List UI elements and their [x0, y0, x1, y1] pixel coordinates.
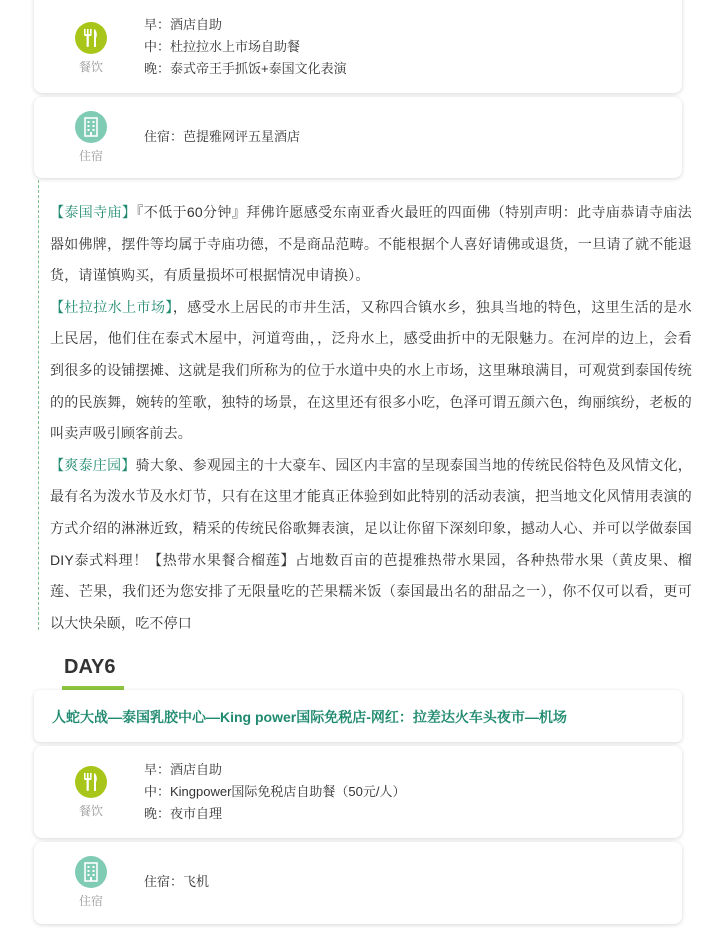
meal-lunch: 中：Kingpower国际免税店自助餐（50元/人）	[144, 784, 406, 799]
meal-card	[34, 746, 682, 838]
attraction-tag-temple: 【泰国寺庙】	[50, 204, 137, 220]
day5-description	[50, 197, 692, 639]
meal-icon-group	[74, 22, 108, 75]
meal-card	[34, 0, 682, 93]
meal-breakfast: 早：酒店自助	[144, 762, 223, 777]
building-icon	[75, 111, 107, 143]
hotel-label: 住宿	[78, 149, 103, 163]
meal-breakfast: 早：酒店自助	[144, 17, 223, 32]
meal-lines	[144, 14, 347, 80]
hotel-label: 住宿	[78, 894, 103, 908]
hotel-card	[34, 97, 682, 178]
attraction-text-temple: 『不低于60分钟』拜佛许愿感受东南亚香火最旺的四面佛（特别声明：此寺庙恭请寺庙法器如佛牌，摆件等均属于寺庙功德，不是商品范畴。不能根据个人喜好请佛或退货，一旦请了就不能退货，请谨慎购买，有质量损坏可根据情况申请换）。	[50, 204, 692, 284]
attraction-text-manor: 骑大象、参观园主的十大豪车、园区内丰富的呈现泰国当地的传统民俗特色及风情文化，最有名为泼水节及水灯节，只有在这里才能真正体验到如此特别的活动表演，把当地文化风情用表演的方式介绍的淋淋近致，精采的传统民俗歌舞表演，足以让你留下深刻印象，撼动人心、并可以学做泰国DIY泰式料理！【热带水果餐合榴莲】占地数百亩的芭提雅热带水果园，各种热带水果（黄皮果、榴莲、芒果，我们还为您安排了无限量吃的芒果糯米饭（泰国最出名的甜品之一），你不仅可以看，更可以大快朵颐，吃不停口	[50, 456, 692, 631]
meal-label: 餐饮	[78, 60, 103, 74]
meal-lines	[144, 759, 406, 825]
hotel-name: 住宿：芭提雅网评五星酒店	[144, 129, 301, 144]
fork-knife-icon	[75, 22, 107, 54]
hotel-lines	[144, 871, 209, 893]
hotel-icon-group	[74, 111, 108, 164]
meal-icon-group	[74, 766, 108, 819]
day-title: DAY6	[64, 656, 116, 678]
timeline-dashed-line	[38, 180, 39, 630]
building-icon	[75, 856, 107, 888]
attraction-tag-floating-market: 【杜拉拉水上市场】	[50, 298, 173, 315]
hotel-card	[34, 842, 682, 924]
meal-dinner: 晚：夜市自理	[144, 806, 223, 821]
route-title: 人蛇大战—泰国乳胶中心—King power国际免税店-网红：拉差达火车头夜市—机场	[52, 709, 567, 725]
attraction-tag-manor: 【爽泰庄园】	[50, 456, 136, 473]
meal-label: 餐饮	[78, 804, 103, 818]
hotel-icon-group	[74, 856, 108, 909]
meal-lunch: 中：杜拉拉水上市场自助餐	[144, 39, 301, 54]
meal-dinner: 晚：泰式帝王手抓饭+泰国文化表演	[144, 61, 347, 76]
hotel-name: 住宿：飞机	[144, 874, 210, 889]
fork-knife-icon	[75, 766, 107, 798]
attraction-text-floating-market: ，感受水上居民的市井生活，又称四合镇水乡，独具当地的特色，这里生活的是水上民居，他们住在泰式木屋中，河道弯曲，，泛舟水上，感受曲折中的无限魅力。在河岸的边上，会看到很多的设铺摆摊、这就是我们所称为的位于水道中央的水上市场，这里琳琅满目，可观赏到泰国传统的的民族舞，婉转的笙歌，独特的场景，在这里还有很多小吃，色泽可谓五颜六色，绚丽缤纷，老板的叫卖声吸引顾客前去。	[50, 298, 692, 442]
hotel-lines	[144, 126, 300, 148]
route-card	[34, 690, 682, 742]
